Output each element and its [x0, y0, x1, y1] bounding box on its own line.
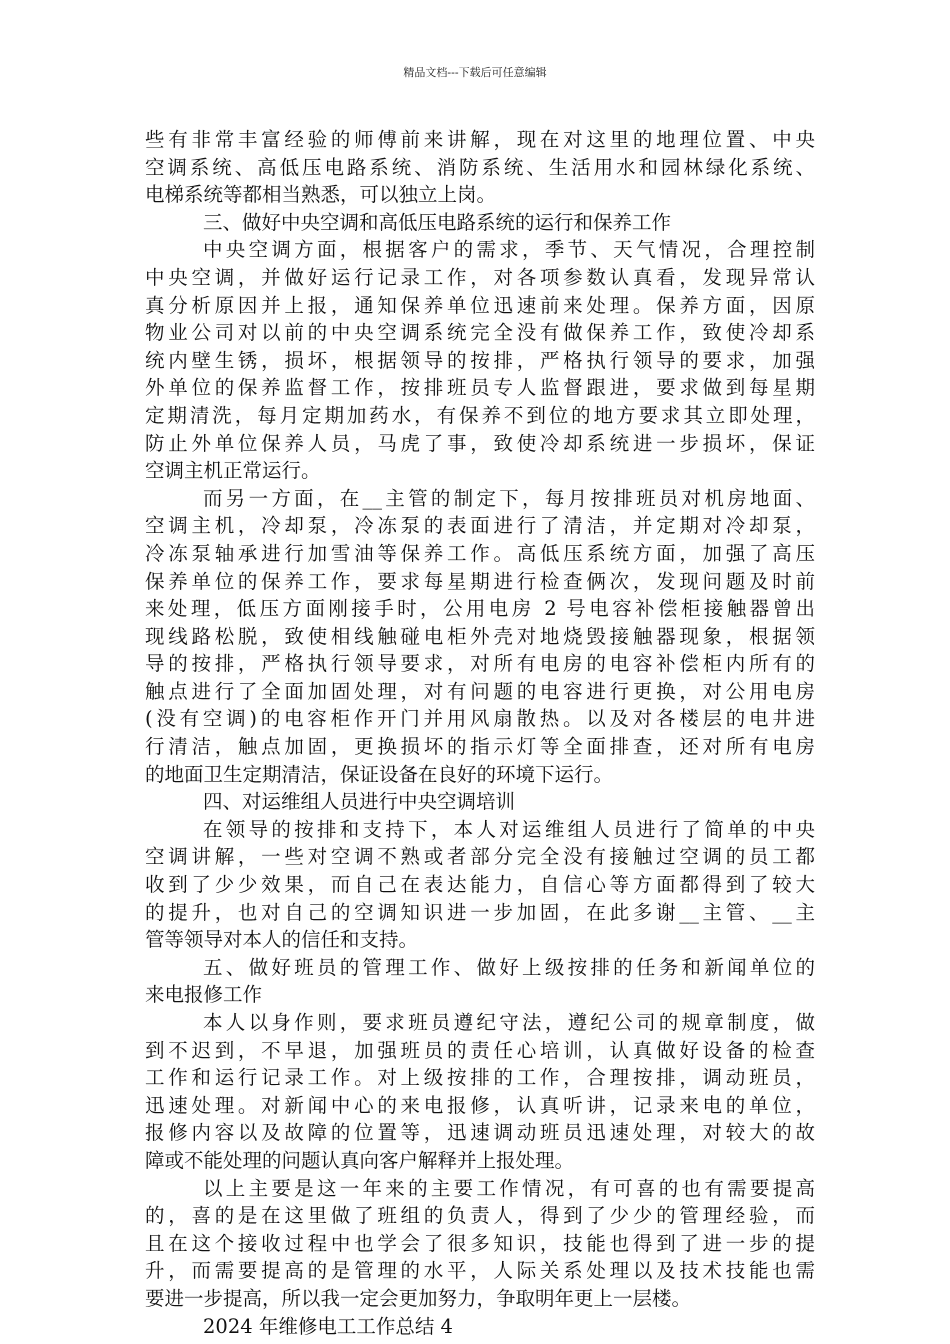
text-line: 到不迟到，不早退，加强班员的责任心培训，认真做好设备的检查 [145, 1038, 815, 1062]
text-line: 的地面卫生定期清洁，保证设备在良好的环境下运行。 [145, 762, 614, 786]
text-line: 的提升，也对自己的空调知识进一步加固，在此多谢__主管、__主 [145, 900, 815, 924]
text-line: 冷冻泵轴承进行加雪油等保养工作。高低压系统方面，加强了高压 [145, 541, 815, 565]
text-line: 管等领导对本人的信任和支持。 [145, 928, 419, 952]
text-line: 障或不能处理的问题认真向客户解释并上报处理。 [145, 1148, 575, 1172]
text-line: 以上主要是这一年来的主要工作情况，有可喜的也有需要提高 [203, 1176, 815, 1200]
text-line: 来电报修工作 [145, 983, 263, 1007]
text-line: 定期清洗，每月定期加药水，有保养不到位的地方要求其立即处理， [145, 403, 815, 427]
text-line: 电梯系统等都相当熟悉，可以独立上岗。 [145, 183, 497, 207]
text-line: 统内壁生锈，损坏，根据领导的按排，严格执行领导的要求，加强 [145, 348, 815, 372]
text-line: 本人以身作则，要求班员遵纪守法，遵纪公司的规章制度，做 [203, 1011, 815, 1034]
text-line: 中央空调，并做好运行记录工作，对各项参数认真看，发现异常认 [145, 265, 815, 289]
text-line: 物业公司对以前的中央空调系统完全没有做保养工作，致使冷却系 [145, 321, 815, 345]
text-line: 防止外单位保养人员，马虎了事，致使冷却系统进一步损坏，保证 [145, 431, 815, 455]
text-line: 工作和运行记录工作。对上级按排的工作，合理按排，调动班员， [145, 1066, 815, 1090]
text-line: 要进一步提高，所以我一定会更加努力，争取明年更上一层楼。 [145, 1286, 692, 1310]
text-line: 报修内容以及故障的位置等，迅速调动班员迅速处理，对较大的故 [145, 1121, 815, 1145]
text-line: 迅速处理。对新闻中心的来电报修，认真听讲，记录来电的单位， [145, 1093, 815, 1117]
text-line: 导的按排，严格执行领导要求，对所有电房的电容补偿柜内所有的 [145, 652, 815, 676]
text-line: 触点进行了全面加固处理，对有问题的电容进行更换，对公用电房 [145, 679, 815, 703]
text-line: 中央空调方面，根据客户的需求，季节、天气情况，合理控制 [203, 238, 815, 262]
text-line: 而另一方面，在__主管的制定下，每月按排班员对机房地面、 [203, 486, 815, 510]
text-line: 五、做好班员的管理工作、做好上级按排的任务和新闻单位的 [203, 955, 815, 979]
text-line: 些有非常丰富经验的师傅前来讲解，现在对这里的地理位置、中央 [145, 128, 815, 151]
text-line: 且在这个接收过程中也学会了很多知识，技能也得到了进一步的提 [145, 1231, 815, 1255]
document-body [145, 126, 815, 1340]
text-line: 保养单位的保养工作，要求每星期进行检查俩次，发现问题及时前 [145, 569, 815, 593]
text-line: 的，喜的是在这里做了班组的负责人，得到了少少的管理经验，而 [145, 1204, 815, 1228]
page-header: 精品文档---下载后可任意编辑 [403, 66, 547, 79]
text-line: 空调主机正常运行。 [145, 459, 321, 483]
text-line: 空调讲解，一些对空调不熟或者部分完全没有接触过空调的员工都 [145, 845, 815, 869]
text-line: 2024 年维修电工工作总结 4 [203, 1314, 453, 1338]
text-line: 四、对运维组人员进行中央空调培训 [203, 790, 516, 814]
text-line: 空调系统、高低压电路系统、消防系统、生活用水和园林绿化系统、 [145, 155, 815, 179]
text-line: 收到了少少效果，而自己在表达能力，自信心等方面都得到了较大 [145, 873, 815, 897]
text-line: 在领导的按排和支持下，本人对运维组人员进行了简单的中央 [203, 817, 815, 841]
text-line: (没有空调)的电容柜作开门并用风扇散热。以及对各楼层的电井进 [145, 707, 815, 731]
text-line: 真分析原因并上报，通知保养单位迅速前来处理。保养方面，因原 [145, 293, 815, 317]
text-line: 空调主机，冷却泵，冷冻泵的表面进行了清洁，并定期对冷却泵， [145, 514, 815, 538]
text-line: 来处理，低压方面刚接手时，公用电房 2 号电容补偿柜接触器曾出 [145, 597, 815, 621]
text-line: 三、做好中央空调和高低压电路系统的运行和保养工作 [203, 210, 672, 234]
text-line: 外单位的保养监督工作，按排班员专人监督跟进，要求做到每星期 [145, 376, 815, 400]
text-line: 升，而需要提高的是管理的水平，人际关系处理以及技术技能也需 [145, 1259, 815, 1283]
text-line: 行清洁，触点加固，更换损坏的指示灯等全面排查，还对所有电房 [145, 735, 815, 759]
text-line: 现线路松脱，致使相线触碰电柜外壳对地烧毁接触器现象，根据领 [145, 624, 815, 648]
